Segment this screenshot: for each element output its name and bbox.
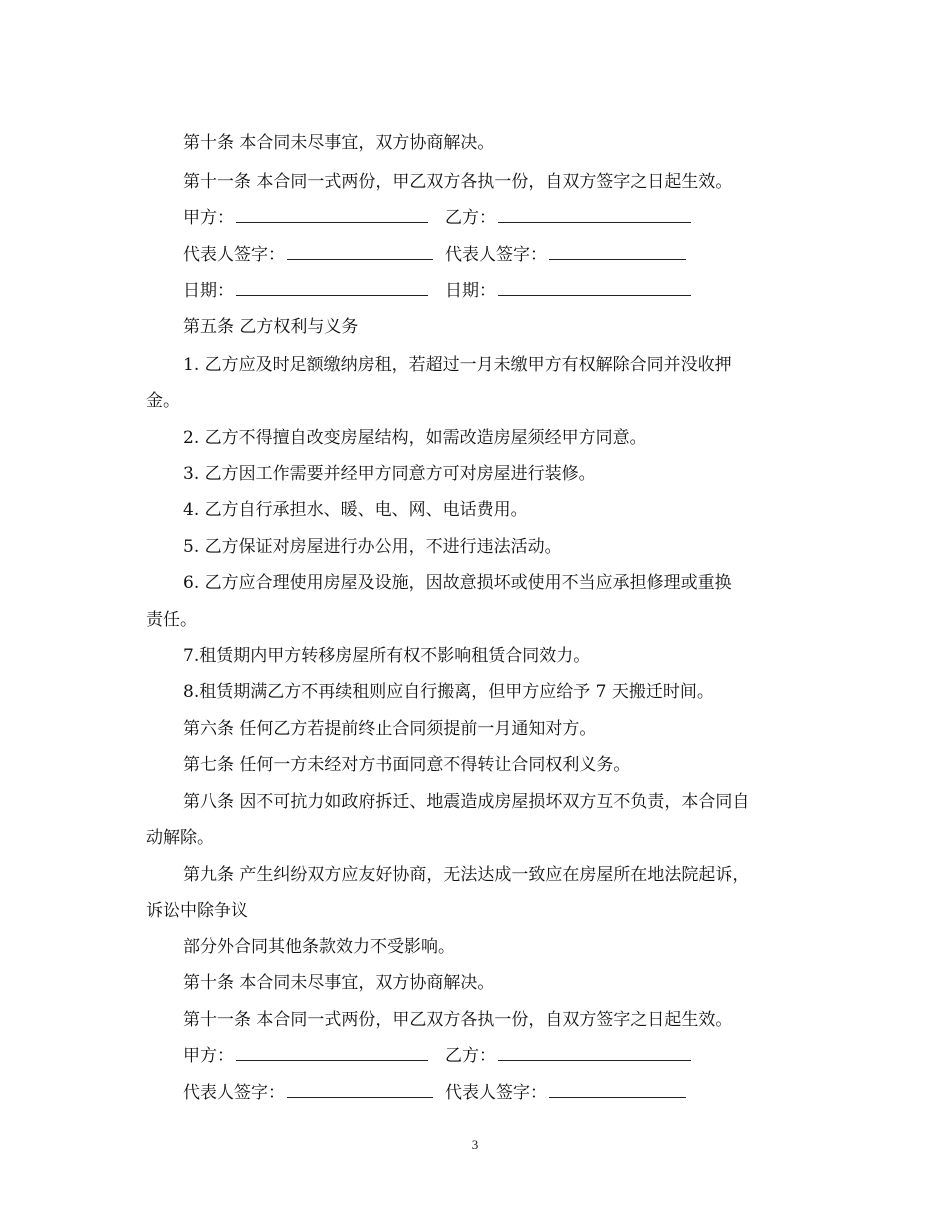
date-b-blank	[498, 281, 691, 296]
rep-a-label: 代表人签字：	[183, 245, 285, 265]
article-6: 第六条 任何乙方若提前终止合同须提前一月通知对方。	[183, 719, 597, 739]
item-2: 2. 乙方不得擅自改变房屋结构，如需改造房屋须经甲方同意。	[183, 428, 647, 448]
item-5: 5. 乙方保证对房屋进行办公用，不进行违法活动。	[183, 537, 562, 557]
item-1-line-2: 金。	[146, 391, 180, 411]
date-a-label: 日期：	[183, 281, 234, 301]
article-5-title: 第五条 乙方权利与义务	[183, 317, 359, 337]
page-number: 3	[471, 1137, 479, 1152]
date-a-blank	[236, 281, 428, 296]
party-a-blank-bottom	[236, 1046, 428, 1061]
signature-row-party-b-bottom	[445, 1046, 691, 1066]
article-10-top: 第十条 本合同未尽事宜，双方协商解决。	[183, 133, 495, 153]
item-7: 7.租赁期内甲方转移房屋所有权不影响租赁合同效力。	[183, 646, 591, 666]
party-a-blank	[236, 208, 428, 223]
party-b-blank	[498, 208, 691, 223]
signature-row-rep-a	[183, 245, 433, 265]
article-7: 第七条 任何一方未经对方书面同意不得转让合同权利义务。	[183, 755, 631, 775]
item-3: 3. 乙方因工作需要并经甲方同意方可对房屋进行装修。	[183, 464, 596, 484]
rep-b-label: 代表人签字：	[445, 245, 547, 265]
signature-row-rep-b	[445, 245, 686, 265]
item-1-line-1: 1. 乙方应及时足额缴纳房租，若超过一月未缴甲方有权解除合同并没收押	[183, 355, 732, 375]
rep-a-blank-bottom	[287, 1083, 433, 1098]
article-8-line-1: 第八条 因不可抗力如政府拆迁、地震造成房屋损坏双方互不负责，本合同自	[183, 792, 750, 812]
signature-row-party-b	[445, 208, 691, 228]
signature-row-party-a-bottom	[183, 1046, 428, 1066]
rep-a-label-bottom: 代表人签字：	[183, 1083, 285, 1103]
item-4: 4. 乙方自行承担水、暖、电、网、电话费用。	[183, 500, 528, 520]
signature-row-rep-b-bottom	[445, 1083, 686, 1103]
article-11: 第十一条 本合同一式两份，甲乙双方各执一份，自双方签字之日起生效。	[183, 1010, 733, 1030]
party-b-label: 乙方：	[445, 208, 496, 228]
item-8: 8.租赁期满乙方不再续租则应自行搬离，但甲方应给予 7 天搬迁时间。	[183, 682, 714, 702]
item-6-line-1: 6. 乙方应合理使用房屋及设施，因故意损坏或使用不当应承担修理或重换	[183, 573, 732, 593]
rep-b-label-bottom: 代表人签字：	[445, 1083, 547, 1103]
rep-b-blank-bottom	[549, 1083, 686, 1098]
article-11-top: 第十一条 本合同一式两份，甲乙双方各执一份，自双方签字之日起生效。	[183, 172, 733, 192]
article-9-line-2: 诉讼中除争议	[146, 901, 248, 921]
signature-row-rep-a-bottom	[183, 1083, 433, 1103]
rep-b-blank	[549, 245, 686, 260]
date-b-label: 日期：	[445, 281, 496, 301]
article-8-line-2: 动解除。	[146, 828, 214, 848]
rep-a-blank	[287, 245, 433, 260]
article-10: 第十条 本合同未尽事宜，双方协商解决。	[183, 973, 495, 993]
signature-row-date-a	[183, 281, 428, 301]
signature-row-date-b	[445, 281, 691, 301]
article-9-line-1: 第九条 产生纠纷双方应友好协商，无法达成一致应在房屋所在地法院起诉，	[183, 865, 750, 885]
signature-row-party	[183, 208, 428, 228]
party-b-blank-bottom	[498, 1046, 691, 1061]
party-b-label-bottom: 乙方：	[445, 1046, 496, 1066]
item-6-line-2: 责任。	[146, 610, 197, 630]
party-a-label: 甲方：	[183, 208, 234, 228]
article-9-line-3: 部分外合同其他条款效力不受影响。	[183, 937, 455, 957]
party-a-label-bottom: 甲方：	[183, 1046, 234, 1066]
